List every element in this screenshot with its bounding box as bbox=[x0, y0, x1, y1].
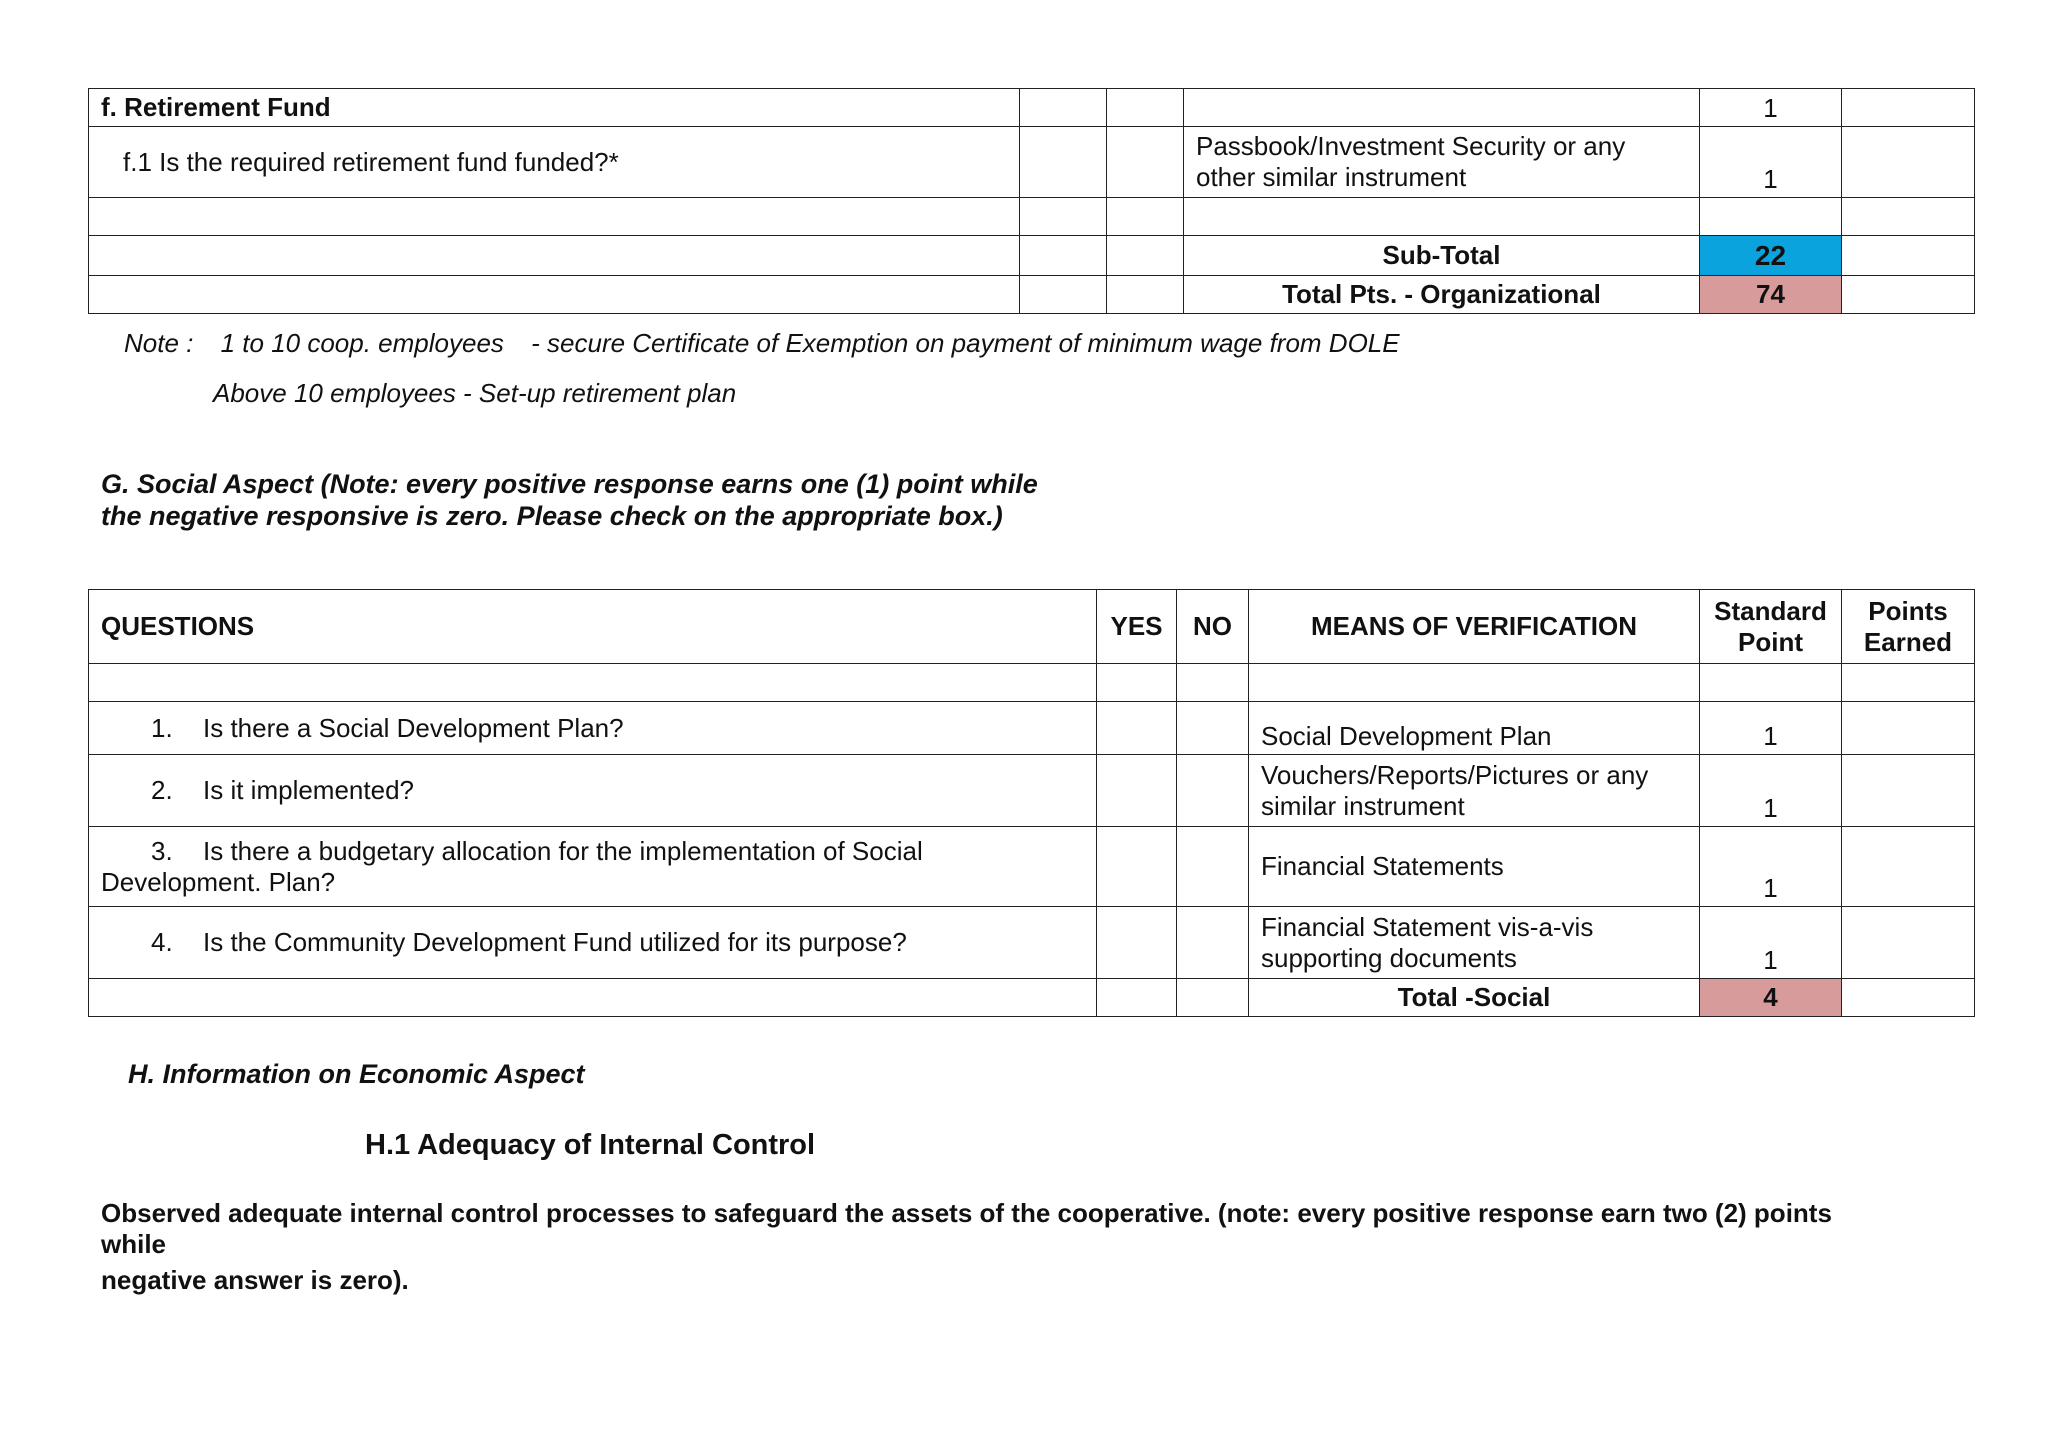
header-no: NO bbox=[1177, 590, 1249, 664]
total-organizational-label: Total Pts. - Organizational bbox=[1184, 276, 1700, 314]
yes-cell[interactable] bbox=[1097, 755, 1177, 827]
points-earned-cell[interactable] bbox=[1842, 907, 1975, 979]
points-earned-cell[interactable] bbox=[1842, 127, 1975, 198]
table-row bbox=[89, 276, 1975, 314]
means-of-verification: Passbook/Investment Security or any other similar instrument bbox=[1184, 127, 1700, 198]
means-of-verification: Vouchers/Reports/Pictures or any similar instrument bbox=[1249, 755, 1700, 827]
table-row bbox=[89, 979, 1975, 1017]
total-organizational-value: 74 bbox=[1700, 276, 1842, 314]
subtotal-label: Sub-Total bbox=[1184, 236, 1700, 276]
social-aspect-heading: G. Social Aspect (Note: every positive response earns one (1) point while the negative responsive is zero. Please check on the appropriate box.) bbox=[101, 469, 1038, 532]
yes-cell[interactable] bbox=[1097, 702, 1177, 755]
no-cell[interactable] bbox=[1107, 89, 1184, 127]
means-of-verification: Financial Statements bbox=[1249, 827, 1700, 907]
yes-cell[interactable] bbox=[1020, 127, 1107, 198]
yes-cell[interactable] bbox=[1097, 827, 1177, 907]
question-text: f.1 Is the required retirement fund funded?* bbox=[89, 127, 1020, 198]
table-row bbox=[89, 827, 1975, 907]
section-header-retirement-fund: f. Retirement Fund bbox=[89, 89, 1020, 127]
total-social-value: 4 bbox=[1700, 979, 1842, 1017]
points-earned-cell[interactable] bbox=[1842, 755, 1975, 827]
question-text: 1. Is there a Social Development Plan? bbox=[89, 702, 1097, 755]
points-earned-cell[interactable] bbox=[1842, 702, 1975, 755]
table-header-row bbox=[89, 590, 1975, 664]
table-row bbox=[89, 236, 1975, 276]
header-yes: YES bbox=[1097, 590, 1177, 664]
social-aspect-table bbox=[88, 589, 1975, 1017]
table-row bbox=[89, 702, 1975, 755]
standard-point: 1 bbox=[1700, 755, 1842, 827]
no-cell[interactable] bbox=[1177, 702, 1249, 755]
points-earned-cell[interactable] bbox=[1842, 827, 1975, 907]
standard-point: 1 bbox=[1700, 127, 1842, 198]
standard-point: 1 bbox=[1700, 827, 1842, 907]
standard-point: 1 bbox=[1700, 907, 1842, 979]
question-text: 2. Is it implemented? bbox=[89, 755, 1097, 827]
table-row bbox=[89, 755, 1975, 827]
question-text: 3. Is there a budgetary allocation for the implementation of Social Development. Plan? bbox=[89, 827, 1097, 907]
yes-cell[interactable] bbox=[1097, 907, 1177, 979]
no-cell[interactable] bbox=[1177, 755, 1249, 827]
note-prefix: Note : bbox=[124, 328, 194, 358]
no-cell[interactable] bbox=[1107, 127, 1184, 198]
header-means-of-verification: MEANS OF VERIFICATION bbox=[1249, 590, 1700, 664]
table-row bbox=[89, 664, 1975, 702]
standard-point: 1 bbox=[1700, 702, 1842, 755]
table-row bbox=[89, 907, 1975, 979]
header-standard-point: Standard Point bbox=[1700, 590, 1842, 664]
subtotal-value: 22 bbox=[1700, 236, 1842, 276]
question-text: 4. Is the Community Development Fund utilized for its purpose? bbox=[89, 907, 1097, 979]
table-row bbox=[89, 127, 1975, 198]
economic-aspect-heading: H. Information on Economic Aspect bbox=[128, 1059, 585, 1089]
yes-cell[interactable] bbox=[1020, 89, 1107, 127]
no-cell[interactable] bbox=[1177, 827, 1249, 907]
means-of-verification: Financial Statement vis-a-vis supporting documents bbox=[1249, 907, 1700, 979]
note-line-2: Above 10 employees - Set-up retirement plan bbox=[213, 378, 737, 408]
internal-control-subheading: H.1 Adequacy of Internal Control bbox=[365, 1129, 816, 1161]
table-row bbox=[89, 198, 1975, 236]
points-earned-cell[interactable] bbox=[1842, 89, 1975, 127]
internal-control-paragraph: Observed adequate internal control processes to safeguard the assets of the cooperative. (note: every positive response earn two (2) points while negative answer is zero). bbox=[101, 1198, 1832, 1295]
header-questions: QUESTIONS bbox=[89, 590, 1097, 664]
table-row bbox=[89, 89, 1975, 127]
standard-point: 1 bbox=[1700, 89, 1842, 127]
note-line-1: Note : 1 to 10 coop. employees - secure Certificate of Exemption on payment of minimum wage from DOLE bbox=[124, 328, 1400, 358]
means-of-verification: Social Development Plan bbox=[1249, 702, 1700, 755]
total-social-label: Total -Social bbox=[1249, 979, 1700, 1017]
header-points-earned: Points Earned bbox=[1842, 590, 1975, 664]
retirement-fund-table bbox=[88, 88, 1975, 314]
no-cell[interactable] bbox=[1177, 907, 1249, 979]
